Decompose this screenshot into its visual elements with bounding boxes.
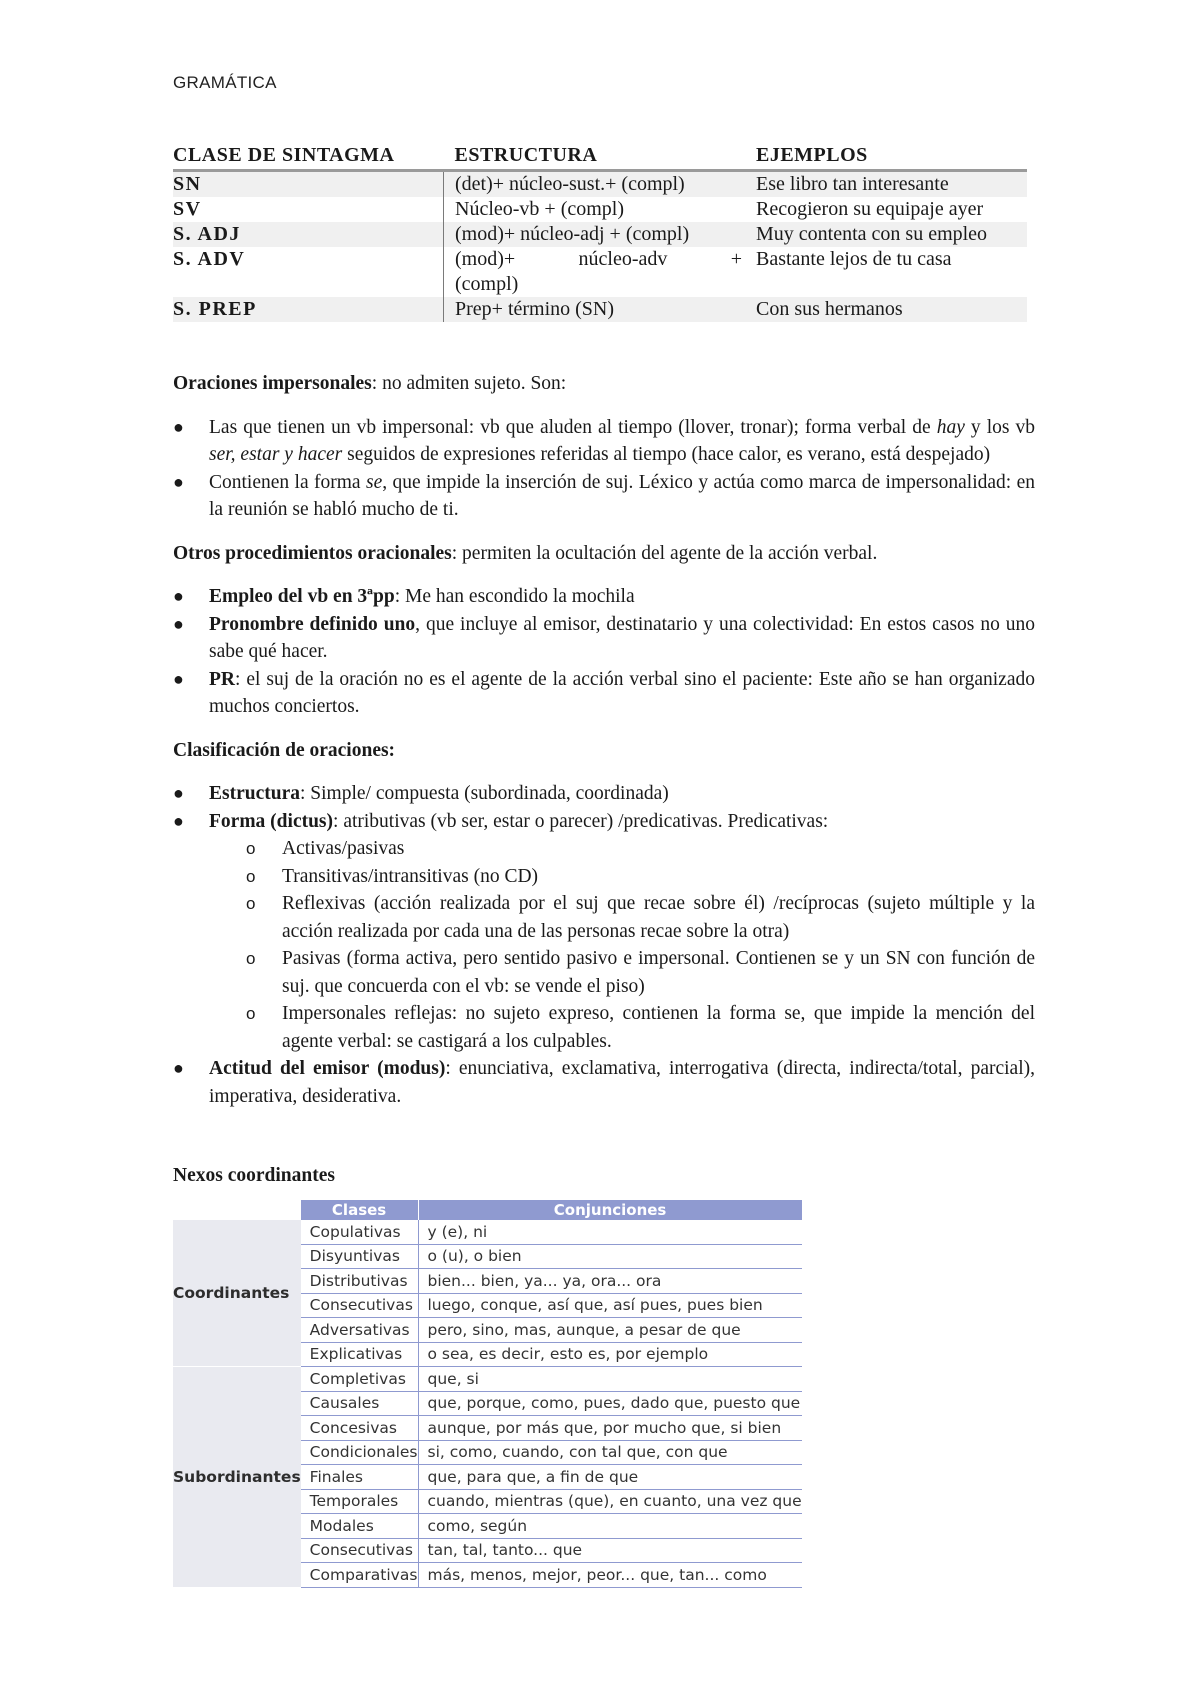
table-row — [173, 197, 1027, 222]
item-text: Contienen la forma — [209, 471, 366, 493]
sublist-item — [173, 863, 1035, 891]
sublist-item — [173, 945, 1035, 1000]
circle-bullet-icon: o — [246, 866, 256, 886]
header-conjunciones: Conjunciones — [418, 1200, 802, 1220]
impersonales-paragraph — [173, 370, 1035, 398]
bullet-icon: ● — [173, 1058, 184, 1078]
bullet-icon: ● — [173, 586, 184, 606]
item-text: Las que tienen un vb impersonal: vb que aluden al tiempo (llover, tronar); forma verbal de — [209, 416, 937, 438]
conj-cell: y (e), ni — [418, 1220, 802, 1244]
clase-cell: Consecutivas — [301, 1538, 418, 1563]
bullet-icon: ● — [173, 416, 184, 437]
clase-cell: Concesivas — [301, 1416, 418, 1441]
item-bold: Actitud del emisor (modus) — [209, 1058, 446, 1079]
forma-sublist — [173, 835, 1035, 1055]
conj-cell: bien... bien, ya... ya, ora... ora — [418, 1269, 802, 1294]
item-bold: Estructura — [209, 783, 300, 804]
item-text: seguidos de expresiones referidas al tiempo (hace calor, es verano, está despejado) — [342, 444, 991, 465]
row-ejemplo: Bastante lejos de tu casa — [756, 248, 952, 270]
otros-title: Otros procedimientos oracionales — [173, 542, 452, 564]
clase-cell: Distributivas — [301, 1269, 418, 1294]
table-header-row — [173, 142, 1027, 171]
list-item — [173, 583, 1035, 611]
conj-cell: que, si — [418, 1367, 802, 1392]
impersonales-intro: : no admiten sujeto. Son: — [371, 373, 567, 394]
conj-cell: si, como, cuando, con tal que, con que — [418, 1440, 802, 1465]
list-item — [173, 1055, 1035, 1110]
row-ejemplo: Ese libro tan interesante — [742, 171, 1027, 198]
clase-cell: Copulativas — [301, 1220, 418, 1244]
item-text: : el suj de la oración no es el agente de la acción verbal sino el paciente: Este año se han organizado muchos conciertos. — [209, 668, 1035, 717]
sublist-item — [173, 890, 1035, 945]
nexos-table — [173, 1200, 802, 1588]
table-row — [173, 247, 1027, 297]
clase-cell: Causales — [301, 1391, 418, 1416]
item-italic: ser, estar y hacer — [209, 444, 343, 465]
row-estructura: Prep+ término (SN) — [444, 297, 743, 322]
row-estructura-line2: (compl) — [455, 273, 519, 295]
item-text: : Me han escondido la mochila — [394, 586, 635, 607]
clase-cell: Adversativas — [301, 1318, 418, 1343]
conj-cell: más, menos, mejor, peor... que, tan... como — [418, 1563, 802, 1588]
clase-cell: Modales — [301, 1514, 418, 1539]
impersonales-title: Oraciones impersonales — [173, 373, 372, 394]
clase-cell: Temporales — [301, 1489, 418, 1514]
item-bold: Forma (dictus) — [209, 810, 334, 832]
clase-cell: Finales — [301, 1465, 418, 1490]
circle-bullet-icon: o — [246, 839, 256, 858]
sintagma-table — [173, 142, 1027, 322]
nexos-body — [173, 1220, 802, 1587]
row-ejemplo: Con sus hermanos — [742, 297, 1027, 322]
item-italic: se — [365, 471, 383, 493]
bullet-icon: ● — [173, 810, 184, 831]
clasificacion-list — [173, 780, 1035, 835]
table-row — [173, 222, 1027, 247]
page-header: GRAMÁTICA — [173, 73, 277, 92]
row-ejemplo: Muy contenta con su empleo — [742, 222, 1027, 247]
circle-bullet-icon: o — [246, 1004, 256, 1023]
sub-text: Reflexivas (acción realizada por el suj que recae sobre él) /recíprocas (sujeto múltiple y la acción realizada por cada una de las personas recae sobre la otra) — [282, 893, 1035, 942]
conj-cell: tan, tal, tanto... que — [418, 1538, 802, 1563]
conj-cell: cuando, mientras (que), en cuanto, una vez que — [418, 1489, 802, 1514]
bullet-icon: ● — [173, 668, 184, 689]
item-bold: Empleo del vb en 3ªpp — [209, 586, 395, 607]
nexos-header-row — [173, 1200, 802, 1220]
conj-cell: como, según — [418, 1514, 802, 1539]
clase-cell: Consecutivas — [301, 1293, 418, 1318]
bullet-icon: ● — [173, 471, 184, 492]
list-item — [173, 666, 1035, 721]
circle-bullet-icon: o — [246, 949, 256, 968]
item-italic: hay — [936, 416, 965, 438]
clase-cell: Completivas — [301, 1367, 418, 1392]
actitud-list — [173, 1055, 1035, 1110]
otros-paragraph — [173, 540, 1035, 568]
table-row — [173, 297, 1027, 322]
item-text: y los vb — [964, 416, 1035, 438]
row-clase: SN — [173, 171, 444, 198]
row-clase: S. PREP — [173, 297, 444, 322]
conj-cell: aunque, por más que, por mucho que, si bien — [418, 1416, 802, 1441]
group-subordinantes: Subordinantes — [173, 1367, 301, 1588]
group-coordinantes: Coordinantes — [173, 1220, 301, 1367]
sub-text: Transitivas/intransitivas (no CD) — [282, 865, 539, 887]
table-row — [173, 1220, 802, 1244]
row-estructura-line1: (mod)+ núcleo-adv + — [455, 248, 742, 270]
header-clase: CLASE DE SINTAGMA — [173, 142, 444, 171]
conj-cell: pero, sino, mas, aunque, a pesar de que — [418, 1318, 802, 1343]
conj-cell: luego, conque, así que, así pues, pues bien — [418, 1293, 802, 1318]
row-estructura: (mod)+ núcleo-adj + (compl) — [444, 222, 743, 247]
sub-text: Impersonales reflejas: no sujeto expreso, contienen la forma se, que impide la mención del agente verbal: se castigará a los culpables. — [282, 1003, 1035, 1052]
conj-cell: o (u), o bien — [418, 1244, 802, 1269]
list-item — [173, 611, 1035, 666]
row-clase: S. ADV — [173, 248, 246, 270]
clase-cell: Disyuntivas — [301, 1244, 418, 1269]
row-estructura — [444, 247, 743, 297]
item-bold: PR — [209, 668, 235, 690]
conj-cell: que, para que, a fin de que — [418, 1465, 802, 1490]
list-item — [173, 780, 1035, 808]
row-clase: SV — [173, 198, 202, 220]
otros-list — [173, 583, 1035, 721]
item-bold: Pronombre definido uno — [209, 613, 416, 635]
item-text: , que incluye al emisor, destinatario y una colectividad: En estos casos no uno sabe qué hacer. — [209, 613, 1035, 662]
table-row — [173, 171, 1027, 198]
row-estructura: (det)+ núcleo-sust.+ (compl) — [444, 171, 743, 198]
item-text: : enunciativa, exclamativa, interrogativa (directa, indirecta/total, parcial), imperativa, desiderativa. — [209, 1058, 1035, 1107]
conj-cell: que, porque, como, pues, dado que, puesto que — [418, 1391, 802, 1416]
clase-cell: Condicionales — [301, 1440, 418, 1465]
item-text: : Simple/ compuesta (subordinada, coordinada) — [300, 783, 669, 804]
item-text: , que impide la inserción de suj. Léxico y actúa como marca de impersonalidad: en la reunión se habló mucho de ti. — [209, 471, 1035, 520]
clase-cell: Comparativas — [301, 1563, 418, 1588]
header-ejemplos: EJEMPLOS — [742, 142, 1027, 171]
header-estructura: ESTRUCTURA — [444, 142, 743, 171]
bullet-icon: ● — [173, 613, 184, 634]
sub-text: Activas/pasivas — [282, 838, 405, 859]
impersonales-list — [173, 414, 1035, 524]
table-row — [173, 1367, 802, 1392]
clasificacion-title: Clasificación de oraciones: — [173, 739, 396, 761]
sublist-item — [173, 835, 1035, 863]
circle-bullet-icon: o — [246, 894, 256, 913]
conj-cell: o sea, es decir, esto es, por ejemplo — [418, 1342, 802, 1367]
list-item — [173, 469, 1035, 524]
main-content — [173, 370, 1035, 1110]
sub-text: Pasivas (forma activa, pero sentido pasivo e impersonal. Contienen se y un SN con función de suj. que concuerda con el vb: se vende el piso) — [282, 948, 1035, 997]
clase-cell: Explicativas — [301, 1342, 418, 1367]
header-clases: Clases — [301, 1200, 418, 1220]
list-item — [173, 414, 1035, 469]
row-clase: S. ADJ — [173, 222, 444, 247]
row-estructura: Núcleo-vb + (compl) — [444, 197, 743, 222]
nexos-title: Nexos coordinantes — [173, 1165, 335, 1186]
bullet-icon: ● — [173, 783, 184, 803]
row-ejemplo: Recogieron su equipaje ayer — [756, 198, 984, 220]
sublist-item — [173, 1000, 1035, 1055]
item-text: : atributivas (vb ser, estar o parecer) /predicativas. Predicativas: — [333, 810, 829, 832]
otros-intro: : permiten la ocultación del agente de la acción verbal. — [451, 542, 878, 564]
list-item — [173, 808, 1035, 836]
